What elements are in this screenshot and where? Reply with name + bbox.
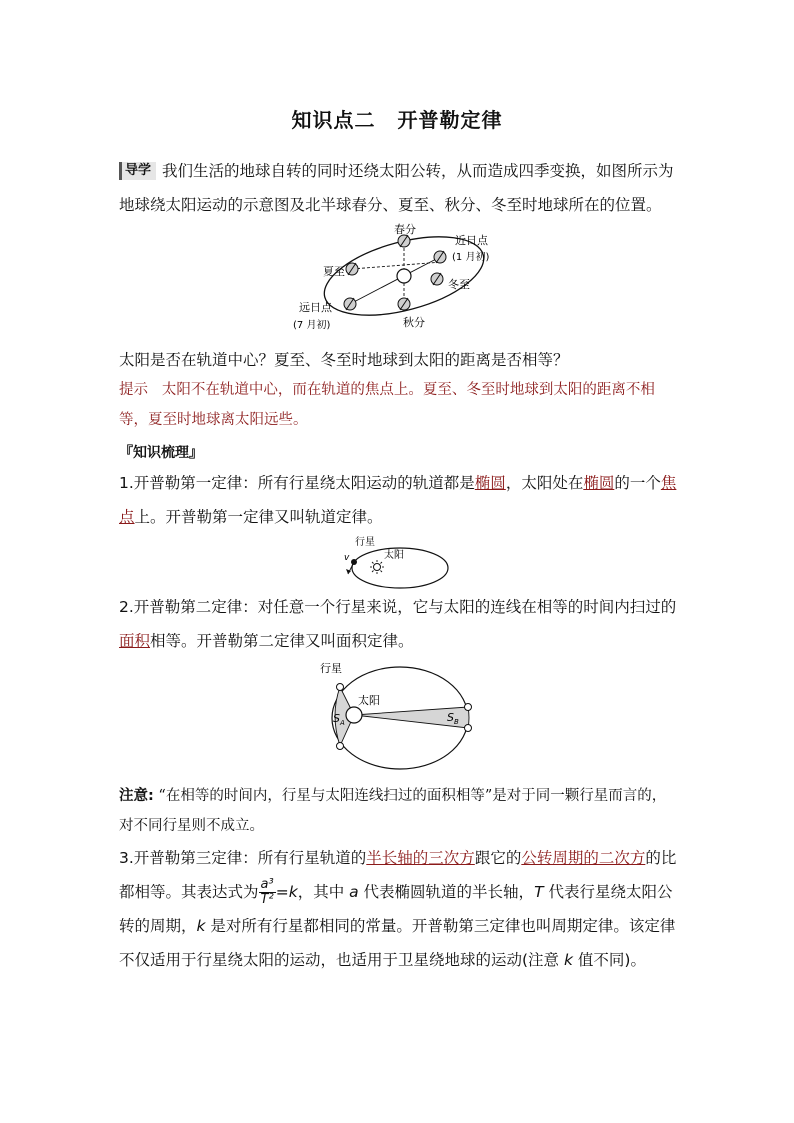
fig1-velocity-label: v bbox=[344, 553, 350, 563]
section-label: 『知识梳理』 bbox=[119, 445, 203, 461]
intro-text: 我们生活的地球自转的同时还绕太阳公转，从而造成四季变换，如图所示为地球绕太阳运动的示意图及北半球春分、夏至、秋分、冬至时地球所在的位置。 bbox=[119, 162, 674, 214]
law2-area-figure bbox=[316, 660, 474, 772]
fig2-planet-label: 行星 bbox=[320, 662, 342, 675]
law3-text-2: 跟它的 bbox=[474, 849, 522, 867]
law3-paragraph bbox=[119, 841, 679, 977]
law2-answer-area: 面积 bbox=[119, 632, 151, 650]
fig1-planet-label: 行星 bbox=[355, 537, 375, 548]
earth-aphelion bbox=[344, 298, 356, 310]
fig2-sun-label: 太阳 bbox=[358, 694, 380, 707]
law3-text-5: ，其中 bbox=[297, 883, 350, 901]
law3-text-1: 3.开普勒第三定律：所有行星轨道的 bbox=[119, 849, 367, 867]
fraction-numerator: a³ bbox=[260, 877, 274, 892]
earth-summer bbox=[346, 263, 358, 275]
title-part2: 开普勒定律 bbox=[397, 108, 503, 132]
seasons-orbit-figure bbox=[290, 222, 510, 334]
law1-text-2: ，太阳处在 bbox=[505, 474, 584, 492]
sun-circle bbox=[397, 269, 411, 283]
sun-icon bbox=[370, 560, 384, 574]
hint-paragraph bbox=[119, 375, 679, 435]
label-winter: 冬至 bbox=[448, 278, 470, 291]
planet-pos-3 bbox=[465, 704, 472, 711]
fig1-sun-label: 太阳 bbox=[384, 550, 404, 561]
earth-spring bbox=[398, 235, 410, 247]
law1-answer-ellipse-2: 椭圆 bbox=[583, 474, 615, 492]
law3-text-9: 值不同)。 bbox=[572, 951, 646, 969]
law1-text-3: 的一个 bbox=[614, 474, 661, 492]
planet-pos-1 bbox=[337, 684, 344, 691]
fraction-denominator: T² bbox=[260, 892, 274, 907]
law3-answer-period: 公转周期的二次方 bbox=[521, 849, 646, 867]
earth-perihelion bbox=[434, 251, 446, 263]
law1-answer-ellipse: 椭圆 bbox=[474, 474, 506, 492]
note-text: “在相等的时间内，行星与太阳连线扫过的面积相等”是对于同一颗行星而言的，对不同行星则不成立。 bbox=[119, 788, 667, 834]
label-aphelion-time: (7 月初) bbox=[293, 320, 331, 331]
label-spring: 春分 bbox=[394, 223, 416, 236]
axis-apsides bbox=[350, 257, 440, 304]
label-autumn: 秋分 bbox=[403, 316, 425, 329]
law3-a: a bbox=[349, 883, 359, 901]
page-title bbox=[0, 104, 794, 133]
law3-equals: = bbox=[275, 883, 289, 901]
earth-autumn bbox=[398, 298, 410, 310]
law3-k3: k bbox=[563, 951, 573, 969]
label-summer: 夏至 bbox=[323, 265, 345, 278]
law1-orbit-figure bbox=[340, 534, 455, 592]
label-perihelion: 近日点 bbox=[455, 234, 488, 247]
guide-badge: 导学 bbox=[119, 162, 156, 180]
law3-answer-semimajor: 半长轴的三次方 bbox=[366, 849, 475, 867]
law3-fraction bbox=[259, 878, 276, 907]
law3-text-8: 是对所有行星都相同的常量。开普勒第三定律也叫周期定律。该定律不仅适用于行星绕太阳的运动，也适用于卫星绕地球的运动(注意 bbox=[119, 917, 676, 969]
question: 太阳是否在轨道中心？夏至、冬至时地球到太阳的距离是否相等？ bbox=[119, 351, 569, 369]
earth-winter bbox=[431, 273, 443, 285]
note-paragraph bbox=[119, 781, 679, 841]
planet-pos-2 bbox=[337, 743, 344, 750]
note-label: 注意: bbox=[119, 788, 154, 804]
planet-pos-4 bbox=[465, 725, 472, 732]
fig2-sb-label: $S_B$ bbox=[447, 711, 459, 726]
label-perihelion-time: (1 月初) bbox=[452, 252, 490, 263]
law2-paragraph bbox=[119, 590, 679, 658]
law1-answer-focus: 焦点 bbox=[119, 474, 677, 526]
law3-k2: k bbox=[196, 917, 206, 935]
law2-text-1: 2.开普勒第二定律：对任意一个行星来说，它与太阳的连线在相等的时间内扫过的 bbox=[119, 598, 677, 616]
law3-text-3: 的比都相等。其表达式为 bbox=[119, 849, 677, 901]
label-aphelion: 远日点 bbox=[299, 301, 332, 314]
intro-paragraph bbox=[119, 154, 679, 222]
hint-label: 提示 bbox=[119, 382, 148, 398]
sun-circle-2 bbox=[346, 707, 362, 723]
law3-k1: k bbox=[288, 883, 298, 901]
law1-text-1: 1.开普勒第一定律：所有行星绕太阳运动的轨道都是 bbox=[119, 474, 475, 492]
law2-text-2: 相等。开普勒第二定律又叫面积定律。 bbox=[150, 632, 414, 650]
law1-paragraph bbox=[119, 466, 679, 534]
law3-T: T bbox=[534, 883, 544, 901]
title-part1: 知识点二 bbox=[291, 108, 376, 132]
law3-text-6: 代表椭圆轨道的半长轴， bbox=[358, 883, 535, 901]
hint-text: 太阳不在轨道中心，而在轨道的焦点上。夏至、冬至时地球到太阳的距离不相等，夏至时地球离太阳远些。 bbox=[119, 382, 655, 428]
law3-text-7: 代表行星绕太阳公转的周期， bbox=[119, 883, 673, 935]
law1-text-4: 上。开普勒第一定律又叫轨道定律。 bbox=[134, 508, 383, 526]
fig2-sa-label: $S_A$ bbox=[333, 712, 345, 727]
